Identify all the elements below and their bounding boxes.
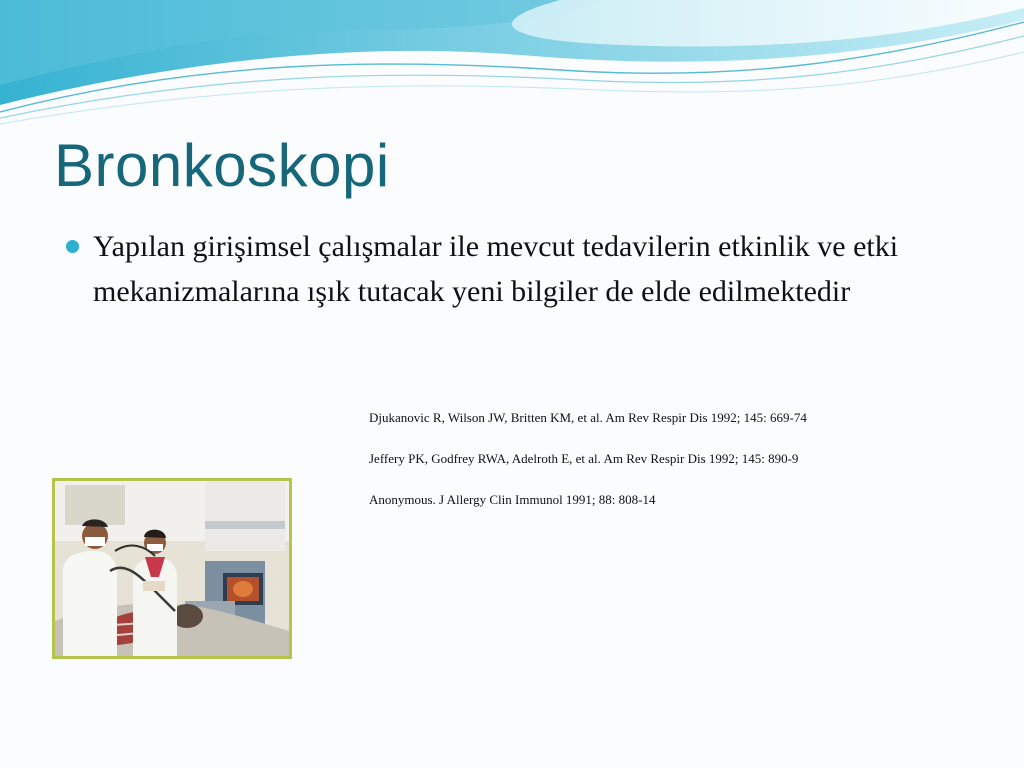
- reference-item: Djukanovic R, Wilson JW, Britten KM, et al. Am Rev Respir Dis 1992; 145: 669-74: [369, 410, 807, 425]
- reference-item: Jeffery PK, Godfrey RWA, Adelroth E, et al. Am Rev Respir Dis 1992; 145: 890-9: [369, 451, 799, 466]
- bronchoscopy-photo: [52, 478, 292, 659]
- bronchoscopy-photo-illustration: [55, 481, 289, 656]
- bullet-text: Yapılan girişimsel çalışmalar ile mevcut tedavilerin etkinlik ve etki mekanizmalarına ışık tutacak yeni bilgiler de elde edilmektedir: [93, 230, 899, 308]
- slide-title: Bronkoskopi: [54, 132, 390, 199]
- bullet-dot-icon: [66, 240, 79, 253]
- reference-item: Anonymous. J Allergy Clin Immunol 1991; 88: 808-14: [369, 492, 656, 507]
- header-wave-decoration: [0, 0, 1024, 130]
- references-list: [369, 408, 989, 531]
